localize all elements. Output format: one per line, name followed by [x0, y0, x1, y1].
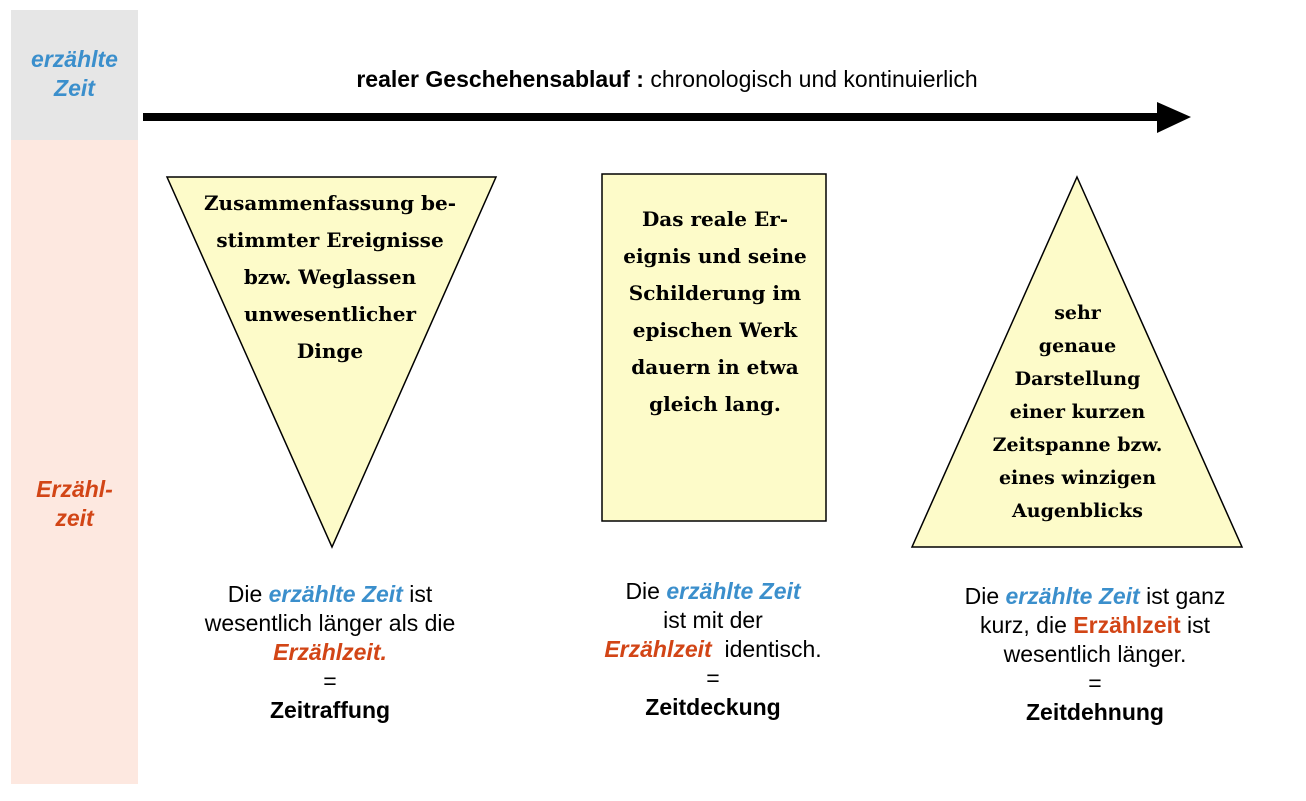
caption-line [930, 611, 1260, 640]
caption-word: kurz, die [979, 612, 1067, 638]
caption-zeitdeckung [573, 577, 853, 722]
caption-erzaehlte-zeit: erzählte Zeit [666, 578, 801, 604]
caption-word: ist [409, 581, 433, 607]
caption-line [573, 577, 853, 606]
caption-word: ist ganz [1146, 583, 1226, 609]
caption-word: identisch. [724, 636, 822, 662]
caption-erzaehlzeit: Erzählzeit [1073, 612, 1181, 638]
timeline-caption-bold: realer Geschehensablauf : [356, 66, 644, 92]
caption-line [930, 582, 1260, 611]
caption-zeitdehnung [930, 582, 1260, 727]
term-zeitraffung: Zeitraffung [269, 697, 391, 723]
caption-erzaehlte-zeit: erzählte Zeit [1005, 583, 1140, 609]
term-zeitdehnung: Zeitdehnung [1026, 699, 1164, 725]
timeline-caption-regular: chronologisch und kontinuierlich [650, 66, 978, 92]
caption-line [170, 580, 490, 609]
caption-zeitraffung [170, 580, 490, 725]
triangle-down-text: Zusammenfassung be- stimmter Ereignisse bzw. Weglassen unwesentlicher Dinge [203, 191, 457, 363]
caption-word: Die [625, 578, 660, 604]
caption-line: wesentlich länger als die [204, 610, 456, 636]
caption-equals: = [323, 668, 337, 694]
caption-word: Die [964, 583, 1000, 609]
caption-erzaehlte-zeit: erzählte Zeit [268, 581, 403, 607]
caption-equals: = [1088, 670, 1102, 696]
erzaehlzeit-label: Erzähl- zeit [36, 476, 113, 531]
caption-erzaehlzeit: Erzählzeit [604, 636, 712, 662]
caption-word: ist [1187, 612, 1211, 638]
caption-line: wesentlich länger. [1003, 641, 1187, 667]
caption-line: ist mit der [663, 607, 763, 633]
caption-erzaehlzeit: Erzählzeit. [273, 639, 387, 665]
caption-equals: = [706, 665, 720, 691]
rectangle-text: Das reale Er- eignis und seine Schilderung im epischen Werk dauern in etwa gleich lang. [623, 207, 807, 416]
caption-line [573, 635, 853, 664]
triangle-up-text: sehr genaue Darstellung einer kurzen Zeitspanne bzw. eines winzigen Augenblicks [992, 302, 1163, 522]
caption-word: Die [227, 581, 263, 607]
erzaehlte-zeit-label: erzählte Zeit [31, 46, 118, 101]
term-zeitdeckung: Zeitdeckung [645, 694, 781, 720]
